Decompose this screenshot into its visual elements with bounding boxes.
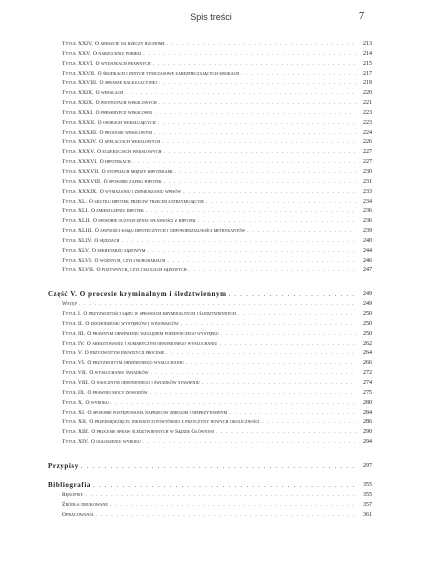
toc-entry[interactable] [48,266,372,276]
toc-entry-title: O sposobie zapisu hipotek [103,178,162,185]
toc-entry[interactable] [48,399,372,409]
toc-entry-page: 221 [363,100,372,107]
toc-entry[interactable] [48,320,372,330]
toc-group-titles [48,40,372,276]
toc-entry-page: 250 [363,320,372,327]
toc-entry-lead: Tytuł XLV. [62,247,90,254]
toc-entry-title: O wysłuchaniu świadków [89,370,149,377]
toc-entry-lead: Tytuł XXV. [62,50,91,57]
toc-entry[interactable] [48,257,372,267]
toc-entry-title: O wydatkach prawnych [95,60,151,67]
toc-entry-page: 247 [363,267,372,274]
toc-przypisy-page: 297 [363,462,372,469]
toc-entry[interactable] [48,379,372,389]
toc-entry[interactable] [48,109,372,119]
toc-entry-page: 226 [363,139,372,146]
toc-entry-lead: Tytuł XXXIX. [62,188,98,195]
toc-entry-title: O preskrypcji wekslowej [95,109,153,116]
toc-entry-title: O prawnej mocy dowodów [87,389,148,396]
toc-entry[interactable] [48,50,372,60]
toc-entry-title: O procesie spraw śledztwiennych w Sądzie Głównym [91,429,214,436]
toc-entry-lead: Rękopisy [62,491,84,498]
toc-entry-page: 284 [363,409,372,416]
toc-entry-page: 250 [363,311,372,318]
toc-entry-title: O areszcie na rzeczy ruchome [94,41,165,47]
toc-entry-lead: Tytuł XXXII. [62,119,96,126]
toc-entry-lead: Tytuł XXXIV. [62,139,97,146]
toc-entry-lead: Tytuł XXVII. [62,70,96,77]
toc-entry[interactable] [48,300,372,310]
toc-entry-title: O sprawie kalkulacyjnej [99,80,157,87]
toc-entry-lead: Tytuł II. [62,320,84,327]
toc-entry-title: O prawnym obwinieniu względem pojedynczego występku [87,330,219,337]
toc-entry-title: O sędziach [94,237,120,244]
toc-entry-title: O zmieszczeniu hipotek [90,208,144,215]
toc-part-v[interactable] [48,289,372,300]
toc-entry-title: O apelacjach wekslowych [98,139,161,146]
toc-entry-lead: Tytuł III. [62,330,86,337]
toc-entry[interactable] [48,237,372,247]
toc-entry-lead: Tytuł IX. [62,389,86,396]
toc-entry-title: O naocznym obwinionego i świadków stawieniu [91,380,200,386]
page-number: 7 [359,11,364,22]
toc-entry-title: O hipotekach [99,159,131,166]
toc-entry[interactable] [48,428,372,438]
toc-entry-title: O jawności ksiąg hipotecznych i odpowiedzialności metrykantów [94,228,246,235]
toc-entry-page: 231 [363,178,372,185]
toc-entry-page: 223 [363,109,372,116]
toc-entry-page: 220 [363,90,372,97]
toc-entry-lead: Tytuł VII. [62,370,88,377]
toc-entry[interactable] [48,188,372,198]
toc-entry-page: 230 [363,168,372,175]
toc-entry-title: O wyroku [85,399,109,406]
toc-group-bibliografia [48,491,372,521]
toc-entry[interactable] [48,60,372,70]
toc-bibliografia-title: Bibliografia [48,480,91,489]
toc-entry-title: O ogłoszeniu wyroku [90,439,141,446]
toc-entry-lead: Tytuł XL. [62,198,88,205]
toc-entry[interactable] [48,138,372,148]
toc-entry-lead: Tytuł XII. [62,419,88,426]
toc-entry-title: O środkach i innych tymczasowe zabezpieczających krokach [97,70,240,77]
toc-entry-page: 236 [363,218,372,225]
toc-entry-lead: Tytuł VIII. [62,380,90,386]
toc-entry[interactable] [48,247,372,257]
toc-entry-lead: Tytuł XIV. [62,439,89,446]
toc-entry[interactable] [48,491,372,501]
toc-bibliografia[interactable] [48,480,372,491]
toc-entry[interactable] [48,40,372,50]
toc-entry-title: O sposobie oczyszczenia własności z hipotek [92,218,196,225]
toc-entry-title: O woźnych, czyli burgrabiach [94,257,166,264]
toc-entry-page: 224 [363,129,372,136]
toc-entry[interactable] [48,501,372,511]
toc-entry-title: O egzekucjach wekslowych [97,149,162,156]
toc-entry-page: 355 [363,491,372,498]
toc-entry-title: O pozywnych, czyli sługach sądowych [96,267,187,274]
toc-entry-title: O procesie wekslowym [99,129,152,136]
toc-entry-lead: Tytuł XXXV. [62,149,96,156]
toc-entry[interactable] [48,349,372,359]
toc-entry[interactable] [48,310,372,320]
toc-entry-page: 227 [363,159,372,166]
toc-part-v-page: 249 [363,291,372,298]
toc-entry-lead: Tytuł XXXVIII. [62,178,102,185]
toc-entry-page: 249 [363,301,372,308]
toc-entry-title: O protestach wekslowych [95,100,157,107]
toc-entry-page: 264 [363,350,372,357]
toc-entry[interactable] [48,369,372,379]
toc-entry-lead: Tytuł V. [62,350,83,357]
toc-entry-lead: Tytuł IV. [62,340,85,347]
toc-entry[interactable] [48,129,372,139]
toc-entry-page: 214 [363,50,372,57]
toc-entry[interactable] [48,511,372,521]
toc-entry-page: 213 [363,41,372,47]
page-header [0,12,422,28]
toc-entry-page: 234 [363,198,372,205]
toc-entry-lead: Źródła drukowane [62,501,108,508]
toc-entry-lead: Wstęp [62,301,78,308]
table-of-contents [48,40,372,520]
toc-entry-lead: Tytuł I. [62,311,82,318]
toc-entry-title: O przyzwoitości sądu w sprawach kryminalnych i śledztwiennych [83,311,236,318]
toc-entry[interactable] [48,99,372,109]
running-title: Spis treści [190,12,232,22]
toc-part-v-title: Część V. O procesie kryminalnym i śledztwiennym [48,290,227,299]
toc-entry-page: 219 [363,80,372,87]
toc-entry-lead: Tytuł XXVI. [62,60,94,67]
toc-entry-lead: Tytuł XLII. [62,218,91,225]
toc-entry-page: 290 [363,429,372,436]
toc-entry[interactable] [48,79,372,89]
toc-entry-lead: Tytuł XXVIII. [62,80,98,87]
toc-entry[interactable] [48,119,372,129]
toc-entry-title: O wekslach [95,90,124,97]
toc-entry-page: 361 [363,511,372,518]
toc-entry[interactable] [48,330,372,340]
toc-entry-lead: Tytuł XLIII. [62,228,93,235]
toc-entry-title: O skutku hipotek przeciw trzecim zatrzymującym [89,198,204,205]
toc-group-part-v [48,300,372,448]
toc-przypisy[interactable] [48,461,372,472]
toc-entry[interactable] [48,178,372,188]
toc-entry-page: 266 [363,360,372,367]
toc-entry[interactable] [48,217,372,227]
toc-entry[interactable] [48,227,372,237]
toc-entry-page: 294 [363,439,372,446]
toc-entry[interactable] [48,158,372,168]
toc-entry-lead: Tytuł XLVII. [62,267,95,274]
toc-entry-lead: Tytuł XLIV. [62,237,93,244]
toc-entry-page: 286 [363,419,372,426]
toc-entry-lead: Tytuł XXXVII. [62,168,100,175]
toc-entry[interactable] [48,168,372,178]
toc-entry-title: O wymazaniu i zmniejszaniu wpisów [99,188,182,195]
toc-entry-title: O przedsięwzięciu inkwizycji powtórnej z przyczyny nowych okoliczności [89,419,260,426]
toc-entry[interactable] [48,340,372,350]
toc-entry-lead: Tytuł XIII. [62,429,90,436]
toc-entry-page: 233 [363,188,372,195]
toc-entry-lead: Tytuł XXIX. [62,90,94,97]
toc-entry[interactable] [48,418,372,428]
toc-entry-title: O dochodzeniu występków i winowajców [85,320,179,327]
toc-entry-title: O przyzwoitym inkwizycji procesie [84,350,165,357]
toc-entry-lead: Tytuł XXIX. [62,100,94,107]
toc-entry-page: 275 [363,389,372,396]
toc-entry-page: 274 [363,380,372,386]
toc-entry-lead: Tytuł XXXI. [62,109,94,116]
toc-entry-lead: Tytuł VI. [62,360,86,367]
toc-entry[interactable] [48,70,372,80]
toc-entry-page: 217 [363,70,372,77]
toc-entry[interactable] [48,389,372,399]
toc-entry-title: O przyzwoitym obwinionego wysłuchaniu [87,360,184,367]
toc-entry[interactable] [48,409,372,419]
toc-entry-page: 227 [363,149,372,156]
toc-entry-page: 223 [363,119,372,126]
toc-entry[interactable] [48,89,372,99]
toc-entry-page: 239 [363,228,372,235]
toc-entry-page: 250 [363,330,372,337]
toc-entry-lead: Tytuł XLVI. [62,257,93,264]
toc-bibliografia-page: 355 [363,481,372,488]
toc-entry[interactable] [48,148,372,158]
toc-entry-lead: Tytuł XXXVI. [62,159,98,166]
toc-entry-lead: Opracowania [62,511,94,518]
toc-entry-lead: Tytuł XLI. [62,208,89,215]
toc-entry-title: O aresztowaniu i sumaryczym obwinionego wysłuchaniu [86,340,218,347]
toc-entry-lead: Tytuł XXIV. [62,41,93,47]
toc-entry-lead: Tytuł XI. [62,409,86,416]
toc-entry-lead: Tytuł XXXIII. [62,129,98,136]
toc-entry-title: O narzuceniu pobieżj [92,50,142,57]
toc-entry-title: O sekretarzu sądowym [91,247,146,254]
toc-entry-page: 357 [363,501,372,508]
toc-entry-lead: Tytuł X. [62,399,84,406]
toc-entry-page: 280 [363,399,372,406]
toc-przypisy-title: Przypisy [48,461,79,470]
toc-entry-page: 246 [363,257,372,264]
toc-entry-page: 236 [363,208,372,215]
toc-entry-page: 215 [363,60,372,67]
toc-entry-page: 240 [363,237,372,244]
toc-entry-title: O osobach wekslujących [97,119,156,126]
toc-entry-title: O sposobie postępowania naprzeciw zbiegom i nieprzytomnym [87,409,228,416]
toc-entry[interactable] [48,438,372,448]
toc-entry-page: 272 [363,370,372,377]
toc-entry-page: 244 [363,247,372,254]
toc-entry[interactable] [48,359,372,369]
toc-entry-title: O stopniach między hipotekami [101,168,173,175]
toc-entry-page: 262 [363,340,372,347]
toc-entry[interactable] [48,198,372,208]
toc-entry[interactable] [48,207,372,217]
